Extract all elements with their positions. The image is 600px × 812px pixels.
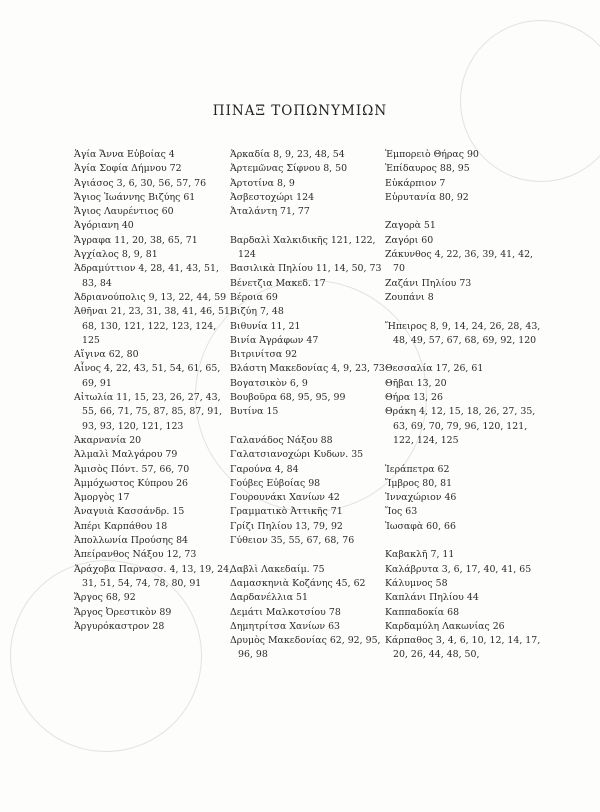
index-entry: Θῆβαι 13, 20: [385, 377, 447, 389]
index-entry: Ἁγία Σοφία Δήμνου 72: [74, 163, 182, 175]
index-entry: Αἰτωλία 11, 15, 23, 26, 27, 43, 55, 66, 71, 75, 87, 85, 87, 91, 93, 93, 120, 121, 123: [74, 392, 223, 432]
index-entry: Ἁγία Ἄννα Εὐβοίας 4: [74, 149, 175, 160]
index-entry: Ἐμπορειὸ Θήρας 90: [385, 149, 479, 160]
index-entry: Ἀταλάντη 71, 77: [230, 206, 310, 218]
index-column-2: [230, 148, 390, 663]
index-entry: Κάρπαθος 3, 4, 6, 10, 12, 14, 17, 20, 26, 44, 48, 50,: [385, 635, 541, 661]
index-entry: Ζαζάνι Πηλίου 73: [385, 277, 472, 289]
index-entry: Ἰνναχώριον 46: [385, 492, 457, 504]
index-entry: Ἰωσαφὰ 60, 66: [385, 520, 456, 532]
index-entry: Ἀπέρι Καρπάθου 18: [74, 520, 168, 532]
index-entry: Βλάστη Μακεδονίας 4, 9, 23, 73: [230, 363, 385, 375]
index-entry: Ἀγιάσος 3, 6, 30, 56, 57, 76: [74, 177, 207, 189]
index-entry: Εὐρυτανία 80, 92: [385, 191, 469, 203]
group-spacer: [385, 305, 545, 319]
group-spacer: [230, 219, 390, 233]
index-entry: Ἐπίδαυρος 88, 95: [385, 163, 470, 175]
index-entry: Ἄγραφα 11, 20, 38, 65, 71: [74, 234, 198, 246]
index-entry: Δεμάτι Μαλκοτσίου 78: [230, 606, 341, 618]
index-entry: Ἀγόριανη 40: [74, 220, 134, 232]
index-entry: Βινία Ἀγράφων 47: [230, 334, 319, 346]
index-entry: Ζαγορὰ 51: [385, 220, 436, 232]
index-entry: Βιθυνία 11, 21: [230, 320, 301, 332]
index-entry: Βασιλικὰ Πηλίου 11, 14, 50, 73: [230, 263, 382, 275]
index-entry: Ἄγιος Λαυρέντιος 60: [74, 206, 174, 218]
index-entry: Βιζύη 7, 48: [230, 306, 284, 318]
index-entry: Βέροια 69: [230, 291, 278, 303]
group-spacer: [385, 348, 545, 362]
index-entry: Ἴος 63: [385, 506, 418, 518]
group-spacer: [230, 420, 390, 434]
index-entry: Ἀμμόχωστος Κύπρου 26: [74, 477, 189, 489]
index-entry: Καππαδοκία 68: [385, 606, 460, 618]
group-spacer: [230, 548, 390, 562]
index-entry: Κάλυμνος 58: [385, 577, 448, 589]
index-entry: Καβακλῆ 7, 11: [385, 549, 455, 561]
index-entry: Αἶνος 4, 22, 43, 51, 54, 61, 65, 69, 91: [74, 363, 221, 389]
index-entry: Βυτίνα 15: [230, 406, 279, 418]
index-entry: Δρυμὸς Μακεδονίας 62, 92, 95, 96, 98: [230, 635, 381, 661]
index-entry: Αἴγινα 62, 80: [74, 349, 139, 361]
index-entry: Θράκη 4, 12, 15, 18, 26, 27, 35, 63, 69, 70, 79, 96, 120, 121, 122, 124, 125: [385, 406, 536, 446]
index-entry: Ἄργος Ὀρεστικὸν 89: [74, 606, 172, 618]
index-entry: Εὐκάρπιον 7: [385, 177, 446, 189]
index-entry: Ἀλμαλὶ Μαλγάρου 79: [74, 449, 178, 461]
index-entry: Καλάβρυτα 3, 6, 17, 40, 41, 65: [385, 563, 532, 575]
index-entry: Βιτρινίτσα 92: [230, 349, 298, 361]
index-entry: Ἱεράπετρα 62: [385, 463, 450, 475]
page-title: ΠΙΝΑΞ ΤΟΠΩΝΥΜΙΩΝ: [212, 103, 388, 119]
index-entry: Ζαγόρι 60: [385, 234, 434, 246]
index-entry: Ζάκυνθος 4, 22, 36, 39, 41, 42, 70: [385, 249, 534, 275]
index-entry: Δαβλὶ Λακεδαίμ. 75: [230, 563, 325, 575]
index-entry: Δαμασκηνιὰ Κοζάνης 45, 62: [230, 577, 366, 589]
index-entry: Βένετζια Μακεδ. 17: [230, 277, 326, 289]
index-entry: Ἀρτεμῶνας Σίφνου 8, 50: [230, 163, 348, 175]
index-entry: Καρδαμύλη Λακωνίας 26: [385, 620, 505, 632]
index-entry: Ἄργος 68, 92: [74, 592, 136, 604]
index-entry: Δημητρίτσα Χανίων 63: [230, 620, 341, 632]
index-entry: Γρίζι Πηλίου 13, 79, 92: [230, 520, 343, 532]
index-entry: Βαρδαλὶ Χαλκιδικῆς 121, 122, 124: [230, 234, 376, 261]
index-entry: Θεσσαλία 17, 26, 61: [385, 363, 484, 375]
index-entry: Ἴμβρος 80, 81: [385, 477, 453, 489]
group-spacer: [385, 534, 545, 548]
index-entry: Γραμματικὸ Ἀττικῆς 71: [230, 506, 343, 518]
index-entry: Γαλατσιανοχώρι Κυδων. 35: [230, 449, 364, 461]
index-entry: Ἀναγυιὰ Κασσάνδρ. 15: [74, 506, 185, 518]
index-entry: Ἄγιος Ἰωάννης Βιζύης 61: [74, 191, 196, 203]
index-entry: Ἀγχίαλος 8, 9, 81: [74, 249, 158, 261]
index-entry: Γουρουνάκι Χανίων 42: [230, 492, 340, 504]
index-entry: Ἀδριανούπολις 9, 13, 22, 44, 59: [74, 291, 227, 303]
index-entry: Καπλάνι Πηλίου 44: [385, 592, 479, 604]
index-entry: Ἀπολλωνία Προύσης 84: [74, 535, 188, 547]
index-entry: Γαρούνα 4, 84: [230, 463, 299, 475]
index-entry: Βουβοῦρα 68, 95, 95, 99: [230, 392, 346, 404]
index-entry: Γούβες Εὐβοίας 98: [230, 477, 321, 489]
index-entry: Ἀμισὸς Πόντ. 57, 66, 70: [74, 463, 190, 475]
index-entry: Ἀδραμύττιον 4, 28, 41, 43, 51, 83, 84: [74, 263, 219, 289]
index-entry: Ἀσβεστοχώρι 124: [230, 191, 315, 203]
index-entry: Ἀπείρανθος Νάξου 12, 73: [74, 549, 197, 561]
index-entry: Ἀράχοβα Παρνασσ. 4, 13, 19, 24, 31, 51, 54, 74, 78, 80, 91: [74, 563, 233, 589]
group-spacer: [385, 448, 545, 462]
index-entry: Ἀμοργὸς 17: [74, 492, 130, 504]
index-entry: Θήρα 13, 26: [385, 392, 443, 404]
index-entry: Ζουπάνι 8: [385, 291, 434, 303]
index-entry: Ἀργυρόκαστρον 28: [74, 620, 165, 632]
index-entry: Ἀρτοτίνα 8, 9: [230, 177, 295, 189]
index-entry: Ἀκαρνανία 20: [74, 434, 142, 446]
index-entry: Ἀθῆναι 21, 23, 31, 38, 41, 46, 51, 68, 130, 121, 122, 123, 124, 125: [74, 306, 233, 346]
index-entry: Δαρδανέλλια 51: [230, 592, 308, 604]
index-entry: Γύθειον 35, 55, 67, 68, 76: [230, 535, 355, 547]
index-entry: Ἤπειρος 8, 9, 14, 24, 26, 28, 43, 48, 49, 57, 67, 68, 69, 92, 120: [385, 320, 541, 346]
index-column-3: [385, 148, 545, 663]
index-entry: Ἀρκαδία 8, 9, 23, 48, 54: [230, 149, 345, 160]
group-spacer: [385, 205, 545, 219]
index-column-1: [74, 148, 234, 634]
index-entry: Βογατσικὸν 6, 9: [230, 377, 308, 389]
index-entry: Γαλανάδος Νάξου 88: [230, 434, 333, 446]
